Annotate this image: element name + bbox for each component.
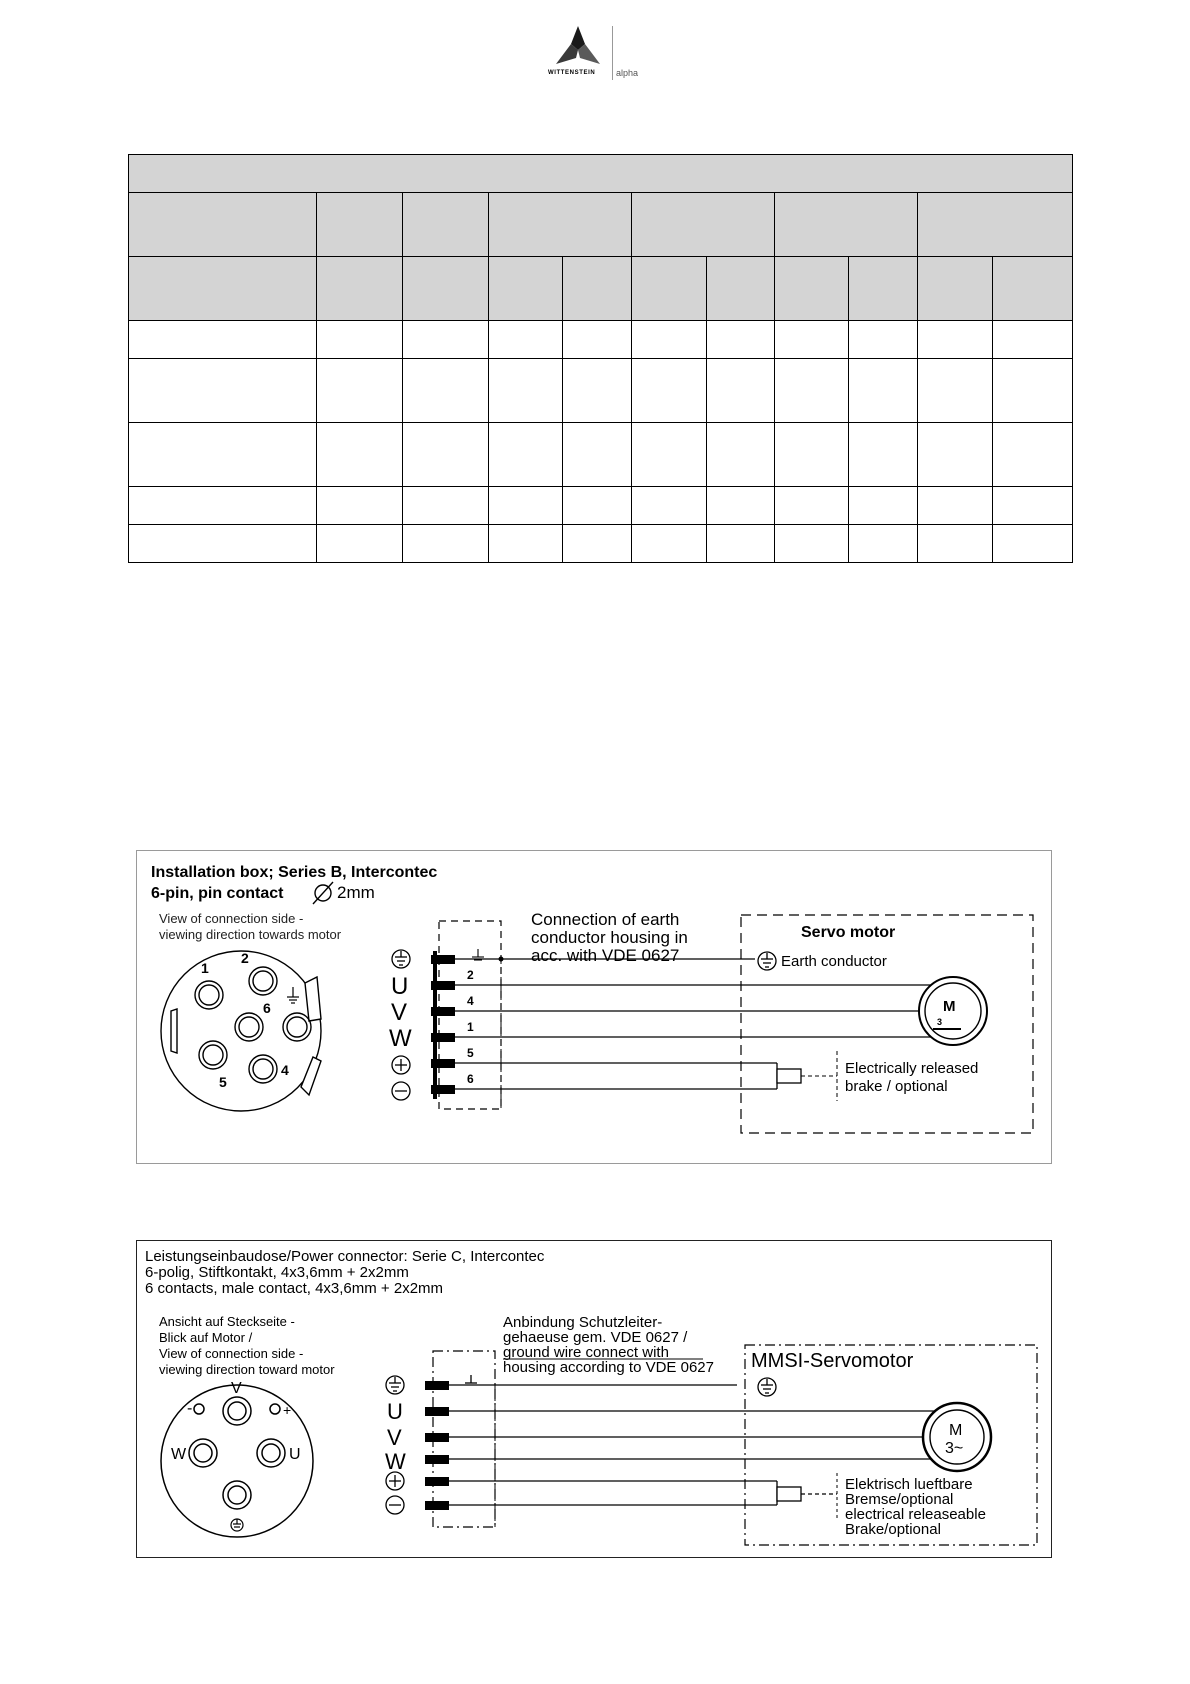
phase-label-w: W <box>389 1025 412 1052</box>
pin-label: 5 <box>219 1074 227 1090</box>
phase-label-w-c: W <box>385 1449 406 1474</box>
brake-c-line1: Elektrisch lueftbare <box>845 1476 973 1493</box>
logo-icon <box>548 24 608 68</box>
motor-label: M <box>943 998 956 1015</box>
table-header-cell <box>775 193 918 257</box>
table-header-cell <box>403 193 489 257</box>
diagram-c-view-line2: Blick auf Motor / <box>159 1330 253 1345</box>
brake-icon <box>777 1069 801 1083</box>
wire-number: 5 <box>467 1046 474 1060</box>
earth-note-line1: Connection of earth <box>531 910 680 929</box>
earth-pin-c-icon <box>231 1519 243 1531</box>
ground-note-line4: housing according to VDE 0627 <box>503 1359 714 1376</box>
pin-v-label: V <box>231 1380 242 1397</box>
wire-number: 1 <box>467 1020 474 1034</box>
motor-box <box>741 915 1033 1133</box>
earth-note-line2: conductor housing in <box>531 928 688 947</box>
terminal-blocks-c <box>425 1381 449 1510</box>
brake-c-icon <box>777 1487 801 1501</box>
diagram-b-view-line1: View of connection side - <box>159 911 304 926</box>
pin-u-label: U <box>289 1446 301 1463</box>
pin-label: 1 <box>201 960 209 976</box>
diagram-c-view-line1: Ansicht auf Steckseite - <box>159 1314 295 1329</box>
company-logo <box>548 24 668 84</box>
brake-line2: brake / optional <box>845 1078 948 1095</box>
table-row <box>129 423 1073 487</box>
plus-c-icon <box>386 1472 404 1490</box>
ground-note-line2: gehaeuse gem. VDE 0627 / <box>503 1329 688 1346</box>
pin-label: 2 <box>241 950 249 966</box>
table-title-cell <box>129 155 1073 193</box>
table-header-cell <box>129 193 317 257</box>
logo-separator <box>612 26 613 80</box>
phase-label-u-c: U <box>387 1399 403 1424</box>
plus-icon <box>392 1056 410 1074</box>
pin-label: 4 <box>281 1062 289 1078</box>
earth-terminal-c-icon <box>465 1375 477 1383</box>
motor-c-label: M <box>949 1422 963 1439</box>
table-title-row <box>129 155 1073 193</box>
diagram-c-line2: 6-polig, Stiftkontakt, 4x3,6mm + 2x2mm <box>145 1264 409 1281</box>
motor-title-c: MMSI-Servomotor <box>751 1350 914 1372</box>
table-header-cell <box>489 193 632 257</box>
wire-number: 6 <box>467 1072 474 1086</box>
minus-icon <box>392 1082 410 1100</box>
minus-c-icon <box>386 1496 404 1514</box>
table-row <box>129 487 1073 525</box>
table-row <box>129 321 1073 359</box>
earth-pin-icon <box>287 987 299 1003</box>
motor-title: Servo motor <box>801 924 896 941</box>
earth-symbol-icon <box>392 950 410 968</box>
table-header-cell <box>317 193 403 257</box>
diagram-b-diameter: 2mm <box>337 883 375 902</box>
phase-label-v-c: V <box>387 1425 402 1450</box>
logo-brand: WITTENSTEIN <box>548 70 596 76</box>
earth-motor-c-icon <box>758 1378 776 1396</box>
phase-label-v: V <box>391 999 408 1026</box>
pin-minus-label: - <box>187 1400 193 1417</box>
earth-conductor-icon <box>758 952 776 970</box>
wiring-diagram-series-b <box>136 850 1052 1164</box>
diameter-icon <box>313 882 333 904</box>
motor-c-sub: 3~ <box>945 1440 964 1457</box>
table-row <box>129 359 1073 423</box>
earth-terminal-icon <box>472 949 484 960</box>
brake-line1: Electrically released <box>845 1060 979 1077</box>
table-header-row <box>129 193 1073 257</box>
brake-c-line4: Brake/optional <box>845 1521 941 1538</box>
wire-number: 4 <box>467 994 474 1008</box>
earth-conductor-label: Earth conductor <box>781 953 887 970</box>
diagram-c-title: Leistungseinbaudose/Power connector: Serie C, Intercontec <box>145 1248 545 1265</box>
earth-symbol-c-icon <box>386 1376 404 1394</box>
diagram-b-view-line2: viewing direction towards motor <box>159 927 342 942</box>
ground-note-line3: ground wire connect with <box>503 1344 669 1361</box>
ground-note-line1: Anbindung Schutzleiter- <box>503 1314 663 1331</box>
earth-note-line3: acc. with VDE 0627 <box>531 946 680 965</box>
diagram-c-line3: 6 contacts, male contact, 4x3,6mm + 2x2mm <box>145 1280 444 1297</box>
brake-c-line2: Bremse/optional <box>845 1491 954 1508</box>
pin-plus-label: + <box>283 1402 292 1418</box>
phase-label-u: U <box>391 973 409 1000</box>
diagram-b-title: Installation box; Series B, Intercontec <box>151 864 438 881</box>
diagram-c-view-line4: viewing direction toward motor <box>159 1362 335 1377</box>
pin-w-label: W <box>171 1446 187 1463</box>
spec-table <box>128 154 1073 563</box>
diagram-c-view-line3: View of connection side - <box>159 1346 304 1361</box>
brake-c-line3: electrical releaseable <box>845 1506 986 1523</box>
connector-face-b <box>161 951 321 1111</box>
diagram-b-subtitle: 6-pin, pin contact <box>151 885 284 902</box>
table-header-cell <box>632 193 775 257</box>
wiring-diagram-series-c <box>136 1240 1052 1558</box>
wire-number: 2 <box>467 968 474 982</box>
terminal-blocks <box>431 951 455 1099</box>
table-header-cell <box>918 193 1073 257</box>
table-subheader-row <box>129 257 1073 321</box>
table-row <box>129 525 1073 563</box>
logo-sub: alpha <box>616 68 639 78</box>
pin-label: 6 <box>263 1000 271 1016</box>
motor-sub: 3 <box>937 1017 943 1027</box>
